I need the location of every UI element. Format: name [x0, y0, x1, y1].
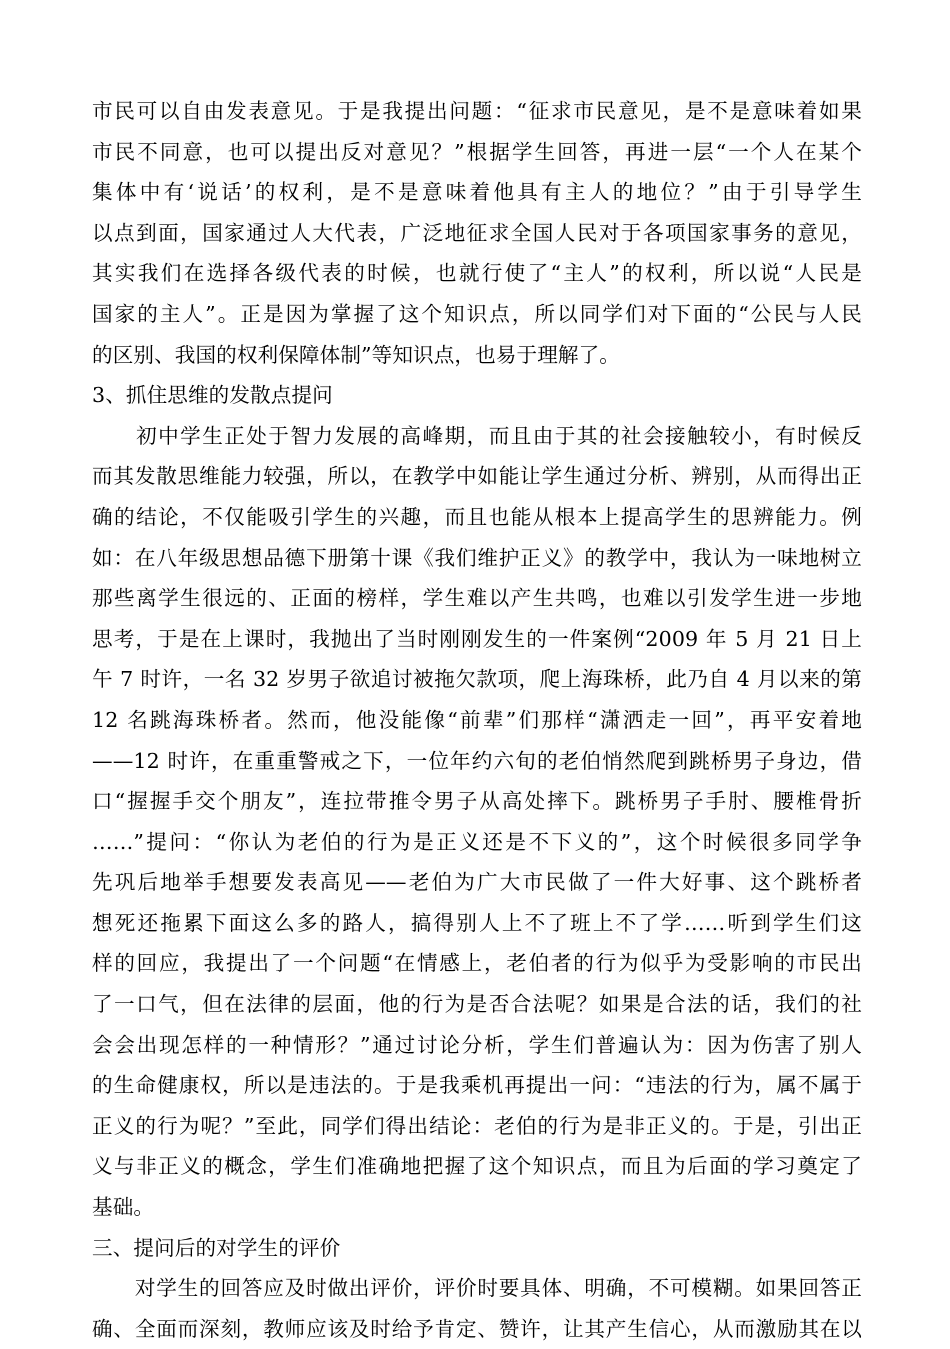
text-line: 正义的行为呢？”至此，同学们得出结论：老伯的行为是非正义的。于是，引出正 — [92, 1113, 862, 1138]
text-line: 12 名跳海珠桥者。然而，他没能像“前辈”们那样“潇洒走一回”，再平安着地 — [92, 707, 862, 732]
section-heading: 三、提问后的对学生的评价 — [92, 1235, 341, 1260]
text-line: 集体中有‘说话’的权利，是不是意味着他具有主人的地位？”由于引导学生 — [92, 180, 862, 205]
text-line: 市民可以自由发表意见。于是我提出问题：“征求市民意见，是不是意味着如果 — [92, 99, 862, 123]
text-line: 的区别、我国的权利保障体制”等知识点，也易于理解了。 — [92, 342, 620, 367]
text-line: ……”提问：“你认为老伯的行为是正义还是不下义的”，这个时候很多同学争 — [92, 829, 862, 854]
text-line: 对学生的回答应及时做出评价，评价时要具体、明确，不可模糊。如果回答正 — [92, 1276, 862, 1301]
text-line: 其实我们在选择各级代表的时候，也就行使了“主人”的权利，所以说“人民是 — [92, 261, 862, 286]
section-heading: 3、抓住思维的发散点提问 — [92, 383, 333, 408]
text-line: 确的结论，不仅能吸引学生的兴趣，而且也能从根本上提高学生的思辨能力。例 — [92, 504, 862, 529]
text-line: 义与非正义的概念，学生们准确地把握了这个知识点，而且为后面的学习奠定了 — [92, 1154, 862, 1179]
text-line: 国家的主人”。正是因为掌握了这个知识点，所以同学们对下面的“公民与人民 — [92, 301, 862, 326]
text-line: 而其发散思维能力较强，所以，在教学中如能让学生通过分析、辨别，从而得出正 — [92, 464, 862, 489]
text-line: 思考，于是在上课时，我抛出了当时刚刚发生的一件案例“2009 年 5 月 21 日上 — [92, 626, 862, 651]
text-line: 了一口气，但在法律的层面，他的行为是否合法呢？如果是合法的话，我们的社 — [92, 992, 862, 1017]
text-line: 市民不同意，也可以提出反对意见？”根据学生回答，再进一层“一个人在某个 — [92, 139, 862, 164]
text-line: 初中学生正处于智力发展的高峰期，而且由于其的社会接触较小，有时候反 — [92, 423, 862, 448]
text-line: 如：在八年级思想品德下册第十课《我们维护正义》的教学中，我认为一味地树立 — [92, 545, 862, 570]
text-line: 想死还拖累下面这么多的路人，搞得别人上不了班上不了学……听到学生们这 — [92, 910, 862, 935]
text-line: 样的回应，我提出了一个问题“在情感上，老伯者的行为似乎为受影响的市民出 — [92, 951, 862, 976]
text-line: 先巩后地举手想要发表高见——老伯为广大市民做了一件大好事、这个跳桥者 — [92, 870, 862, 895]
text-line: 的生命健康权，所以是违法的。于是我乘机再提出一问：“违法的行为，属不属于 — [92, 1073, 862, 1098]
text-line: 口“握握手交个朋友”，连拉带推令男子从高处摔下。跳桥男子手肘、腰椎骨折 — [92, 789, 862, 814]
text-line: 那些离学生很远的、正面的榜样，学生难以产生共鸣，也难以引发学生进一步地 — [92, 586, 862, 611]
text-line: 确、全面而深刻，教师应该及时给予肯定、赞许，让其产生信心，从而激励其在以 — [92, 1316, 862, 1341]
text-line: ——12 时许，在重重警戒之下，一位年约六旬的老伯悄然爬到跳桥男子身边，借 — [92, 748, 862, 773]
text-line: 以点到面，国家通过人大代表，广泛地征求全国人民对于各项国家事务的意见， — [92, 220, 862, 245]
text-line: 会会出现怎样的一种情形？”通过讨论分析，学生们普遍认为：因为伤害了别人 — [92, 1032, 862, 1057]
body-text — [92, 91, 862, 1349]
text-line: 基础。 — [92, 1195, 155, 1220]
text-line: 午 7 时许，一名 32 岁男子欲追讨被拖欠款项，爬上海珠桥，此乃自 4 月以来的第 — [92, 667, 862, 692]
